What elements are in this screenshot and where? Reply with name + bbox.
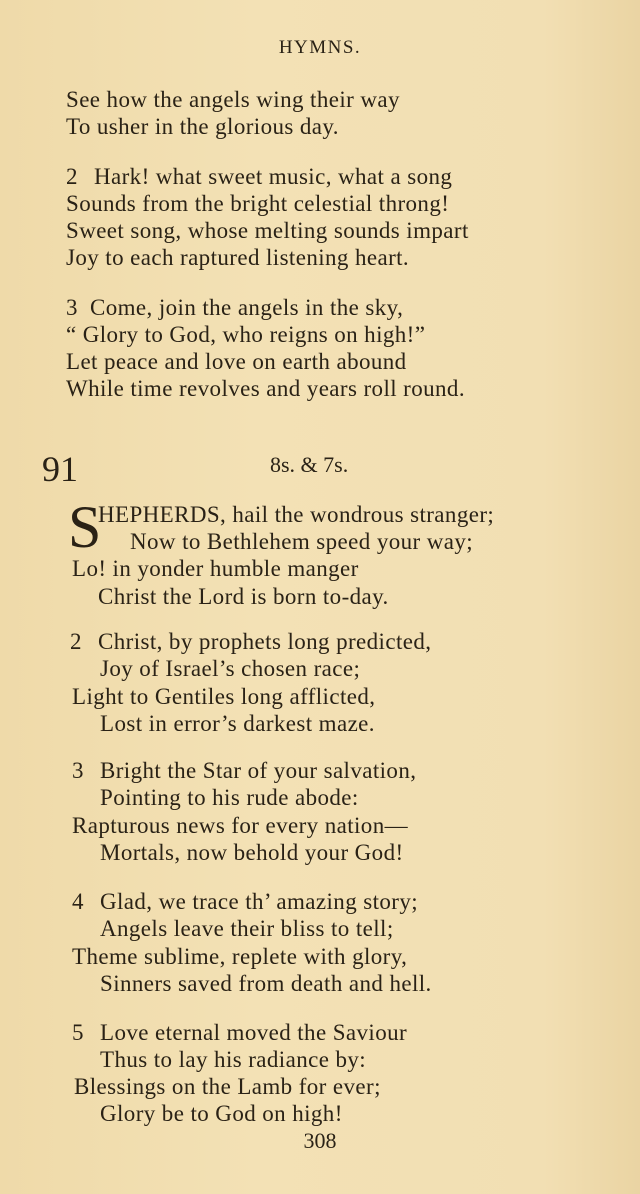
verse-line: Come, join the angels in the sky, — [90, 295, 404, 320]
verse-line: Glad, we trace th’ amazing story; — [100, 889, 419, 914]
verse-line: Now to Bethlehem speed your way; — [130, 529, 474, 554]
stanza-number: 3 — [72, 758, 84, 783]
stanza-number: 3 — [66, 295, 78, 320]
verse-line: Lo! in yonder humble manger — [72, 556, 359, 581]
verse-line: Sweet song, whose melting sounds impart — [66, 218, 469, 243]
page-number: 308 — [303, 1128, 337, 1153]
verse-line: Christ the Lord is born to-day. — [98, 584, 389, 609]
verse-line: Light to Gentiles long afflicted, — [72, 684, 376, 709]
verse-line: Hark! what sweet music, what a song — [94, 164, 453, 189]
verse-line: Joy to each raptured listening heart. — [66, 245, 410, 270]
verse-line: Mortals, now behold your God! — [100, 840, 404, 865]
verse-line: Theme sublime, replete with glory, — [72, 944, 408, 969]
stanza-number: 5 — [72, 1020, 84, 1045]
verse-line: To usher in the glorious day. — [66, 114, 339, 139]
verse-line: Glory be to God on high! — [100, 1101, 343, 1126]
stanza-number: 2 — [66, 164, 78, 189]
verse-line: Thus to lay his radiance by: — [100, 1047, 367, 1072]
verse-line: Sinners saved from death and hell. — [100, 971, 432, 996]
verse-line: Love eternal moved the Saviour — [100, 1020, 408, 1045]
drop-cap: S — [68, 494, 102, 560]
verse-line: Bright the Star of your salvation, — [100, 758, 417, 783]
verse-line: Blessings on the Lamb for ever; — [74, 1074, 381, 1099]
verse-line: Angels leave their bliss to tell; — [100, 916, 394, 941]
verse-line: HEPHERDS, hail the wondrous stranger; — [98, 502, 495, 527]
verse-line: See how the angels wing their way — [66, 87, 400, 112]
verse-line: Rapturous news for every nation— — [72, 813, 409, 838]
verse-line: Lost in error’s darkest maze. — [100, 711, 375, 736]
hymn-number: 91 — [42, 449, 78, 489]
hymn-meter: 8s. & 7s. — [270, 452, 349, 477]
running-header: HYMNS. — [278, 37, 362, 58]
stanza-number: 4 — [72, 889, 84, 914]
verse-line: Sounds from the bright celestial throng! — [66, 191, 450, 216]
verse-line: Christ, by prophets long predicted, — [98, 629, 432, 654]
verse-line: “ Glory to God, who reigns on high!” — [66, 322, 426, 347]
verse-line: Joy of Israel’s chosen race; — [100, 656, 361, 681]
stanza-number: 2 — [70, 629, 82, 654]
verse-line: While time revolves and years roll round. — [66, 376, 465, 401]
verse-line: Pointing to his rude abode: — [100, 785, 359, 810]
verse-line: Let peace and love on earth abound — [66, 349, 407, 374]
